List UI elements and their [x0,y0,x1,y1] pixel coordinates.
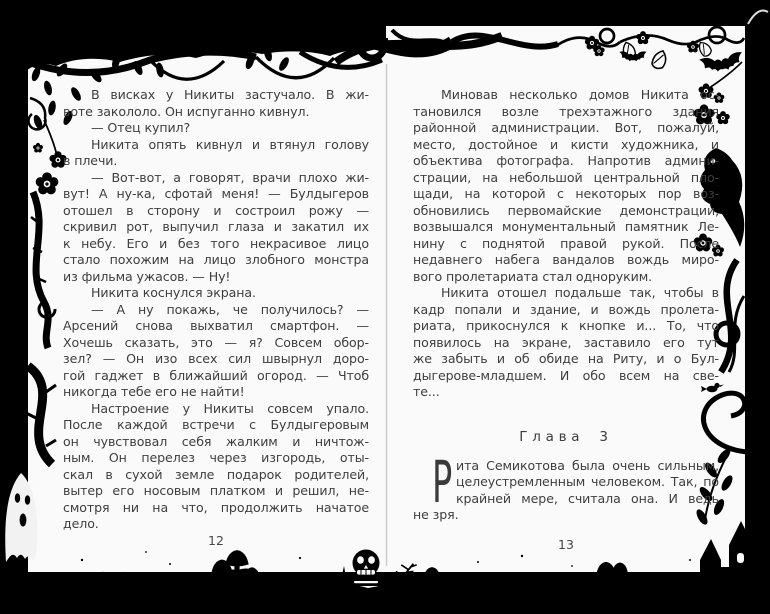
left-page-text [63,87,369,533]
right-page-text [413,87,719,524]
text-line: смотря ни на что, продолжить начатое [63,499,369,515]
text-line: крайней мере, считала она. И ведь [456,490,719,506]
text-line: Никита коснулся экрана. [91,285,256,300]
text-line: риата, прикоснулся к кнопке и... То, что [413,318,719,333]
text-line: дыгерове-младшем. И обо всем на све- [413,367,719,383]
text-line: страции, на небольшой центральной пло- [413,169,719,185]
text-line: ита Семикотова была очень сильным, [456,457,719,473]
right-page-paragraphs [413,87,719,401]
text-line: в плечи. [63,153,118,168]
text-line: стало похожим на лицо злобного монстра [63,252,369,267]
text-line: Хочешь сказать, это — я? Совсем обор- [63,334,369,350]
text-line: гой гаджет в ближайший огород. — Чтоб [63,367,369,383]
page-number-right: 13 [558,537,574,552]
text-line: зел? — Он изо всех сил швырнул доро- [63,351,369,366]
text-line: — Отец купил? [91,120,191,135]
text-line: отошел в сторону и состроил рожу — [63,202,369,218]
text-line: Никита опять кивнул и втянул голову [91,136,369,152]
text-line: же забыть и об обиде на Риту, и о Бул- [413,351,719,366]
page-number-left: 12 [208,533,224,548]
text-line: вого пролетариата стал одноруким. [413,268,653,284]
dropcap-lines [413,447,719,524]
text-line: целеустремленным человеком. Так, по [456,474,719,489]
text-line: появилось на экране, заставило его тут [413,334,719,350]
chapter-heading: Глава 3 [519,428,613,445]
chapter-opening-paragraph [413,447,719,524]
text-line: недавнего набега вандалов вождь миро- [413,252,719,267]
text-line: из фильма ужасов. — Ну! [63,268,231,284]
drop-cap: Р [432,447,453,516]
text-line: Никита отошел подальше так, чтобы в [441,285,719,300]
text-line: дело. [63,516,99,531]
text-line: воте закололо. Он испуганно кивнул. [63,103,310,119]
text-line: объектива фотографа. Напротив админи- [413,153,719,168]
text-line: — А ну покажь, че получилось? — [91,301,369,317]
text-line: те... [413,384,440,399]
text-line: После каждой встречи с Булдыгеровым [63,417,369,432]
text-line: не зря. [413,507,459,522]
text-line: он чувствовал себя жалким и ничтож- [63,433,369,449]
text-line: Миновав несколько домов Никита ос- [441,87,719,102]
text-line: место, достойное и кисти художника, и [413,136,719,152]
text-line: никогда тебе его не найти! [63,384,245,399]
text-line: щади, на которой с некоторых пор воз- [413,186,719,201]
text-line: Настроение у Никиты совсем упало. [91,400,369,416]
text-line: вут! А ну-ка, сфотай меня! — Булдыгеров [63,186,369,201]
text-line: нину с поднятой правой рукой. После [413,235,719,251]
text-line: районной администрации. Вот, пожалуй, [413,120,719,135]
text-line: тановился возле трехэтажного здания [413,103,719,119]
text-line: возвышался монументальный памятник Ле- [413,219,719,234]
text-line: скал в сухой земле подарок родителей, [63,466,369,482]
text-line: обновились первомайские демонстрации, [413,202,719,218]
text-line: к небу. Его и без того некрасивое лицо [63,235,369,251]
text-line: В висках у Никиты застучало. В жи- [91,87,369,102]
text-line: — Вот-вот, а говорят, врачи плохо жи- [91,169,369,185]
text-line: ным. Он перелез через изгородь, оты- [63,450,369,465]
text-line: Арсений снова выхватил смартфон. — [63,318,369,333]
text-line: кадр попали и здание, и вождь пролета- [413,301,719,317]
text-line: вытер его носовым платком и решил, не- [63,483,369,498]
text-line: скривил рот, выпучил глаза и закатил их [63,219,369,234]
